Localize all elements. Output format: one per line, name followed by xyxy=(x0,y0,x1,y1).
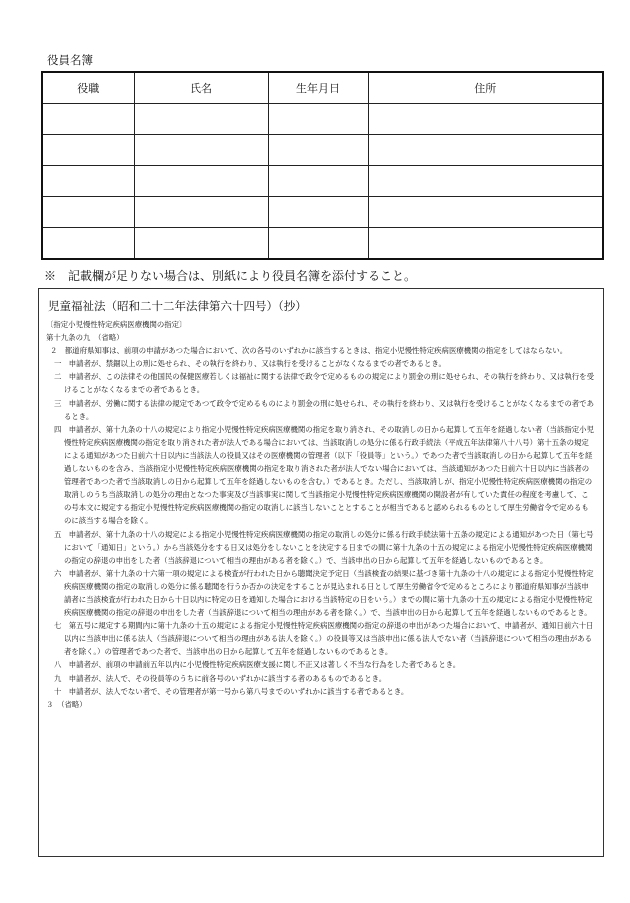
cell-name[interactable] xyxy=(134,197,268,228)
cell-birthdate[interactable] xyxy=(268,135,368,166)
cell-name[interactable] xyxy=(134,104,268,135)
table-header-row xyxy=(42,72,603,104)
law-heading: 〔指定小児慢性特定疾病医療機関の指定〕 xyxy=(46,320,187,329)
law-article: 第十九条の九 （省略） xyxy=(46,333,124,343)
cell-address[interactable] xyxy=(368,166,603,197)
section-label: 役員名簿 xyxy=(47,53,93,67)
cell-birthdate[interactable] xyxy=(268,197,368,228)
law-paragraph-2: ２ 都道府県知事は、前項の申請があつた場合において、次の各号のいずれかに該当するときは、指定小児慢性特定疾病医療機関の指定をしてはならない。 xyxy=(50,346,568,356)
table-row xyxy=(42,228,603,260)
cell-name[interactable] xyxy=(134,135,268,166)
cell-name[interactable] xyxy=(134,166,268,197)
law-body xyxy=(46,318,594,711)
law-paragraph-3: ３ （省略） xyxy=(46,699,87,709)
cell-address[interactable] xyxy=(368,228,603,260)
law-item-1: 一 申請者が、禁錮以上の刑に処せられ、その執行を終わり、又は執行を受けることがなくなるまでの者であるとき。 xyxy=(54,359,446,369)
law-title: 児童福祉法（昭和二十二年法律第六十四号）（抄） xyxy=(48,299,307,313)
cell-name[interactable] xyxy=(134,228,268,260)
table-row xyxy=(42,135,603,166)
law-item-9: 九 申請者が、法人で、その役員等のうちに前各号のいずれかに該当する者のあるものであるとき。 xyxy=(54,673,387,683)
cell-position[interactable] xyxy=(42,197,134,228)
officer-roster-table xyxy=(41,71,604,260)
cell-position[interactable] xyxy=(42,228,134,260)
cell-address[interactable] xyxy=(368,104,603,135)
header-position: 役職 xyxy=(42,72,134,104)
cell-birthdate[interactable] xyxy=(268,104,368,135)
cell-birthdate[interactable] xyxy=(268,166,368,197)
table-row xyxy=(42,104,603,135)
law-item-3: 三 申請者が、労働に関する法律の規定であつて政令で定めるものにより罰金の刑に処せられ、その執行を終わり、又は執行を受けることがなくなるまでの者であるとき。 xyxy=(54,398,594,421)
header-name: 氏名 xyxy=(134,72,268,104)
law-item-6: 六 申請者が、第十九条の十六第一項の規定による検査が行われた日から聴聞決定予定日（当該検査の結果に基づき第十九条の十八の規定による指定小児慢性特定疾病医療機関の指定の取消しの処分に係る聴聞を行うか否かの決定をすることが見込まれる日として厚生労働省令で定めるところにより都道府県知事が当該申請者に当該検査が行われた日から十日以内に特定の日を通知した場合における当該特定の日をいう。）までの間に第十九条の十五の規定による指定小児慢性特定疾病医療機関の指定の辞退の申出をした者（当該辞退について相当の理由がある者を除く。）で、当該申出の日から起算して五年を経過しないものであるとき。 xyxy=(54,568,594,618)
cell-birthdate[interactable] xyxy=(268,228,368,260)
law-item-4: 四 申請者が、第十九条の十八の規定により指定小児慢性特定疾病医療機関の指定を取り消され、その取消しの日から起算して五年を経過しない者（当該指定小児慢性特定疾病医療機関の指定を取り消された者が法人である場合においては、当該取消しの処分に係る行政手続法（平成五年法律第八十八号）第十五条の規定による通知があつた日前六十日以内に当該法人の役員又はその医療機関の管理者（以下「役員等」という。）であつた者で当該取消しの日から起算して五年を経過しないものを含み、当該指定小児慢性特定疾病医療機関の指定を取り消された者が法人でない場合においては、当該通知があつた日前六十日以内に当該者の管理者であつた者で当該取消しの日から起算して五年を経過しないものを含む。）であるとき。ただし、当該取消しが、指定小児慢性特定疾病医療機関の指定の取消しのうち当該取消しの処分の理由となつた事実及び当該事実に関して当該指定小児慢性特定疾病医療機関の開設者が有していた責任の程度を考慮して、この号本文に規定する指定小児慢性特定疾病医療機関の指定の取消しに該当しないこととすることが相当であると認められるものとして厚生労働省令で定めるものに該当する場合を除く。 xyxy=(54,424,594,526)
law-item-10: 十 申請者が、法人でない者で、その管理者が第一号から第八号までのいずれかに該当する者であるとき。 xyxy=(54,686,409,696)
cell-position[interactable] xyxy=(42,166,134,197)
law-item-7: 七 第五号に規定する期間内に第十九条の十五の規定による指定小児慢性特定疾病医療機関の指定の辞退の申出があつた場合において、申請者が、通知日前六十日以内に当該申出に係る法人（当該辞退について相当の理由がある法人を除く。）の役員等又は当該申出に係る法人でない者（当該辞退について相当の理由がある者を除く。）の管理者であつた者で、当該申出の日から起算して五年を経過しないものであるとき。 xyxy=(54,621,594,657)
cell-position[interactable] xyxy=(42,104,134,135)
table-row xyxy=(42,197,603,228)
header-address: 住所 xyxy=(368,72,603,104)
law-item-8: 八 申請者が、前項の申請前五年以内に小児慢性特定疾病医療支援に関し不正又は著しく不当な行為をした者であるとき。 xyxy=(54,660,461,670)
header-birthdate: 生年月日 xyxy=(268,72,368,104)
attachment-note: ※ 記載欄が足りない場合は、別紙により役員名簿を添付すること。 xyxy=(44,269,417,283)
cell-address[interactable] xyxy=(368,135,603,166)
table-row xyxy=(42,166,603,197)
law-item-5: 五 申請者が、第十九条の十八の規定による指定小児慢性特定疾病医療機関の指定の取消しの処分に係る行政手続法第十五条の規定による通知があつた日（第七号において「通知日」という。）から当該処分をする日又は処分をしないことを決定する日までの間に第十九条の十五の規定による指定小児慢性特定疾病医療機関の指定の辞退の申出をした者（当該辞退について相当の理由がある者を除く。）で、当該申出の日から起算して五年を経過しないものであるとき。 xyxy=(54,529,594,565)
law-item-2: 二 申請者が、この法律その他国民の保健医療若しくは福祉に関する法律で政令で定めるものの規定により罰金の刑に処せられ、その執行を終わり、又は執行を受けることがなくなるまでの者であるとき。 xyxy=(54,372,594,395)
cell-position[interactable] xyxy=(42,135,134,166)
cell-address[interactable] xyxy=(368,197,603,228)
